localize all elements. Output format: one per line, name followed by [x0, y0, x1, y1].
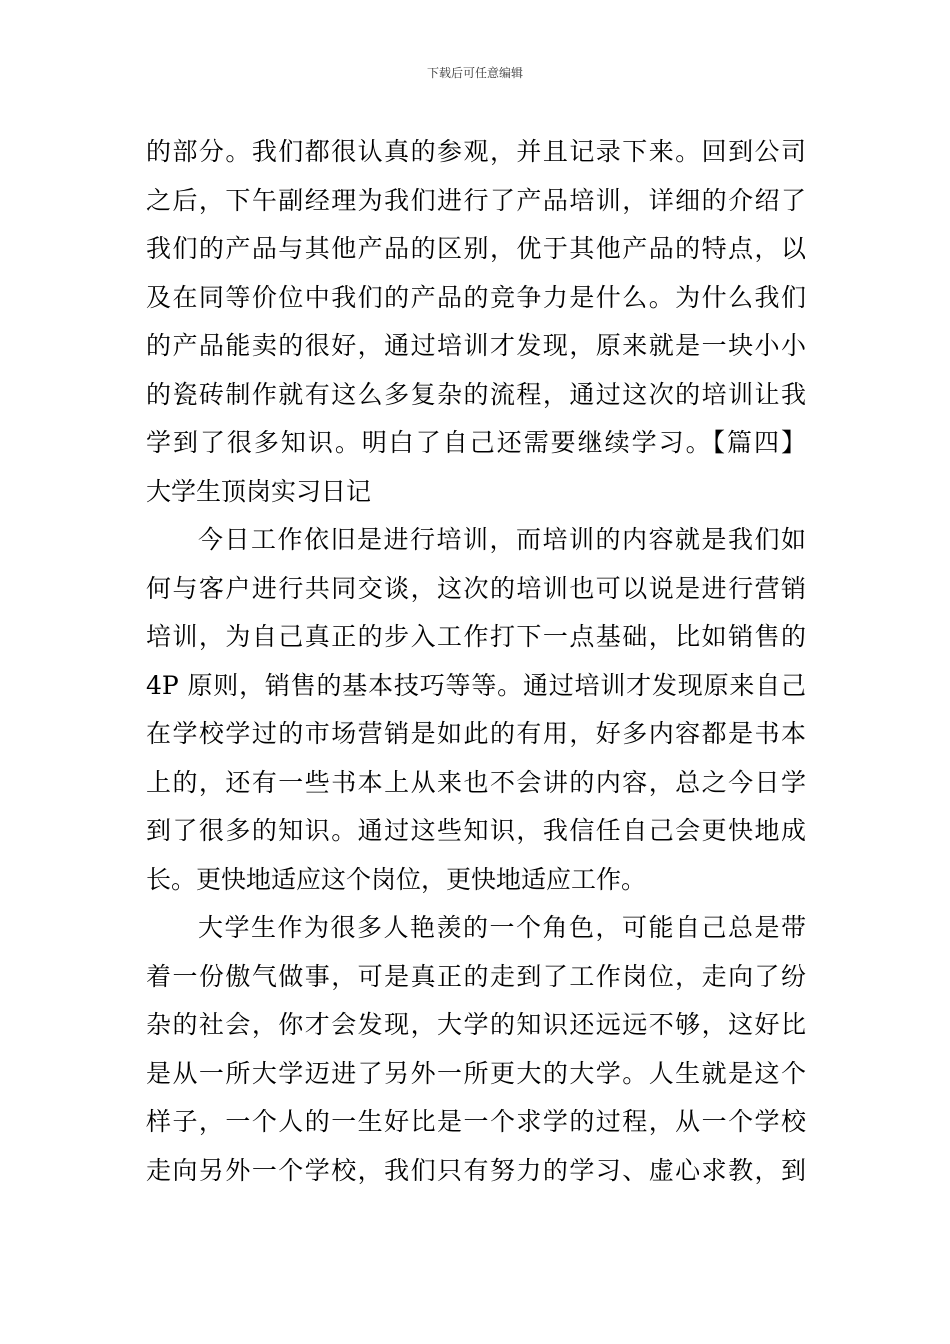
text-line: 的瓷砖制作就有这么多复杂的流程，通过这次的培训让我 [146, 379, 806, 409]
text-line: 的产品能卖的很好，通过培训才发现，原来就是一块小小 [146, 331, 806, 360]
text-line: 在学校学过的市场营销是如此的有用，好多内容都是书本 [146, 719, 806, 748]
text-line: 上的，还有一些书本上从来也不会讲的内容，总之今日学 [146, 767, 806, 797]
page-header: 下载后可任意编辑 [426, 66, 523, 80]
text-line: 培训，为自己真正的步入工作打下一点基础，比如销售的 [146, 622, 806, 651]
text-line: 何与客户进行共同交谈，这次的培训也可以说是进行营销 [146, 573, 806, 603]
text-line: 杂的社会，你才会发现，大学的知识还远远不够，这好比 [146, 1010, 806, 1039]
text-line: 及在同等价位中我们的产品的竞争力是什么。为什么我们 [146, 282, 806, 312]
text-line: 学到了很多知识。明白了自己还需要继续学习。【篇四】 [146, 428, 806, 457]
section-title-line: 大学生顶岗实习日记 [146, 476, 372, 506]
paragraph-first-line: 大学生作为很多人艳羡的一个角色，可能自己总是带 [198, 913, 806, 942]
text-line: 着一份傲气做事，可是真正的走到了工作岗位，走向了纷 [146, 961, 806, 991]
text-line: 我们的产品与其他产品的区别，优于其他产品的特点，以 [146, 234, 806, 263]
text-line: 之后，下午副经理为我们进行了产品培训，详细的介绍了 [146, 185, 806, 215]
text-line: 的部分。我们都很认真的参观，并且记录下来。回到公司 [146, 137, 806, 166]
text-line: 4P 原则，销售的基本技巧等等。通过培训才发现原来自己 [146, 670, 806, 700]
text-line: 走向另外一个学校，我们只有努力的学习、虚心求教，到 [146, 1155, 806, 1185]
body-text [146, 128, 806, 1195]
text-line: 样子，一个人的一生好比是一个求学的过程，从一个学校 [146, 1107, 806, 1136]
paragraph-first-line: 今日工作依旧是进行培训，而培训的内容就是我们如 [198, 525, 806, 554]
text-line: 到了很多的知识。通过这些知识，我信任自己会更快地成 [146, 816, 806, 845]
text-line: 是从一所大学迈进了另外一所更大的大学。人生就是这个 [146, 1058, 806, 1088]
paragraph-last-line: 长。更快地适应这个岗位，更快地适应工作。 [146, 864, 647, 894]
